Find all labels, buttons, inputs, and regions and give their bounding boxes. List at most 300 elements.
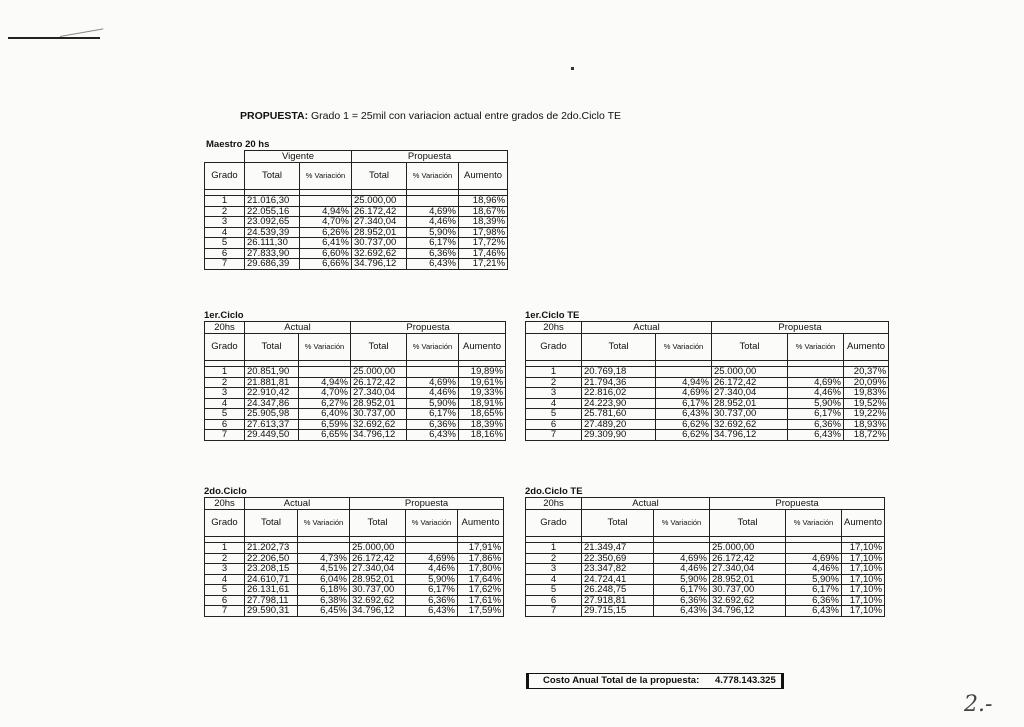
table-cell: 25.000,00 [712, 367, 788, 378]
table-cell: 19,22% [844, 409, 889, 420]
table-cell: 28.952,01 [350, 574, 406, 585]
table-cell: 2 [526, 553, 582, 564]
subheader-cell: 20hs [205, 322, 245, 334]
table-cell: 24.347,86 [245, 398, 299, 409]
subheader-cell: 20hs [205, 498, 245, 510]
table-cell: 17,61% [458, 595, 504, 606]
table-row [205, 227, 508, 238]
table-cell: 30.737,00 [350, 585, 406, 596]
table-row [205, 398, 506, 409]
table-cell: 6,36% [406, 595, 458, 606]
table-cell: 6,17% [654, 585, 710, 596]
table-cell: 6,43% [786, 606, 842, 617]
table-cell: 6 [205, 595, 245, 606]
table-cell: 6,43% [407, 430, 459, 441]
table-cell: 20.769,18 [582, 367, 656, 378]
column-header: Aumento [842, 510, 885, 537]
column-header-row [526, 510, 885, 537]
table-cell: 18,91% [459, 398, 506, 409]
table-cell: 2 [205, 553, 245, 564]
table-cell: 17,72% [459, 238, 508, 249]
table-cell: 19,52% [844, 398, 889, 409]
table-row [526, 367, 889, 378]
table-row [205, 248, 508, 259]
table-cell: 18,72% [844, 430, 889, 441]
subheader-cell [205, 151, 245, 163]
table-cell: 25.000,00 [352, 196, 407, 207]
table-cell: 4 [205, 398, 245, 409]
table-cell: 6,43% [788, 430, 844, 441]
column-header: Total [351, 334, 407, 361]
table-row [526, 388, 889, 399]
table-cell: 26.172,42 [352, 206, 407, 217]
table-cell: 4,51% [298, 564, 350, 575]
table-cell: 23.347,82 [582, 564, 654, 575]
table-cell: 26.172,42 [710, 553, 786, 564]
column-header: Aumento [459, 163, 508, 190]
handwritten-page-number: 2.- [964, 692, 993, 717]
group-current-header: Actual [582, 498, 710, 510]
table-cell: 27.340,04 [351, 388, 407, 399]
table-row [526, 377, 889, 388]
table-cell: 25.905,98 [245, 409, 299, 420]
table-cell: 21.016,30 [245, 196, 300, 207]
group-header-row [205, 498, 504, 510]
table-row [526, 595, 885, 606]
scan-dot-mark [571, 67, 574, 70]
table-cell: 32.692,62 [350, 595, 406, 606]
group-current-header: Actual [245, 322, 351, 334]
table-cell: 6,17% [406, 585, 458, 596]
table-cell: 26.131,61 [245, 585, 298, 596]
table-cell: 4,73% [298, 553, 350, 564]
table-row [205, 585, 504, 596]
table-cell: 27.833,90 [245, 248, 300, 259]
table-cell [299, 367, 351, 378]
table-cell [656, 367, 712, 378]
table-cell: 28.952,01 [712, 398, 788, 409]
table-cell: 6,18% [298, 585, 350, 596]
column-header: Total [582, 510, 654, 537]
table-cell: 27.340,04 [710, 564, 786, 575]
group-proposal-header: Propuesta [351, 322, 506, 334]
group-header-row [526, 498, 885, 510]
table-cell: 28.952,01 [351, 398, 407, 409]
table-cell: 28.952,01 [710, 574, 786, 585]
ciclo1te-label: 1er.Ciclo TE [525, 310, 580, 321]
table-cell: 6,62% [656, 419, 712, 430]
table-cell: 18,65% [459, 409, 506, 420]
table-cell: 1 [205, 367, 245, 378]
table-row [205, 595, 504, 606]
table-cell: 5,90% [407, 398, 459, 409]
group-header-row [205, 322, 506, 334]
column-header: % Variación [407, 163, 459, 190]
table-row [205, 419, 506, 430]
table-cell: 1 [526, 543, 582, 554]
column-header: Grado [526, 510, 582, 537]
column-header: % Variación [788, 334, 844, 361]
table-cell: 6,17% [407, 238, 459, 249]
table-cell: 6,27% [299, 398, 351, 409]
table-cell: 4,46% [786, 564, 842, 575]
table-cell: 17,59% [458, 606, 504, 617]
column-header: Grado [526, 334, 582, 361]
table-cell: 23.092,65 [245, 217, 300, 228]
table-cell: 27.918,81 [582, 595, 654, 606]
table-cell: 17,10% [842, 595, 885, 606]
column-header: Total [712, 334, 788, 361]
table-cell: 2 [205, 206, 245, 217]
table-cell: 21.881,81 [245, 377, 299, 388]
column-header: % Variación [786, 510, 842, 537]
table-cell: 1 [205, 196, 245, 207]
table-cell: 29.590,31 [245, 606, 298, 617]
column-header: % Variación [300, 163, 352, 190]
table-cell: 25.781,60 [582, 409, 656, 420]
table-row [205, 543, 504, 554]
table-cell: 29.715,15 [582, 606, 654, 617]
table-cell: 6,36% [788, 419, 844, 430]
table-cell [786, 543, 842, 554]
column-header-row [205, 510, 504, 537]
table-cell: 25.000,00 [350, 543, 406, 554]
table-cell: 3 [205, 564, 245, 575]
table-cell: 18,67% [459, 206, 508, 217]
table-row [526, 419, 889, 430]
table-cell: 6,65% [299, 430, 351, 441]
table-cell: 6,17% [656, 398, 712, 409]
table-cell: 6,17% [786, 585, 842, 596]
table-row [205, 206, 508, 217]
table-cell: 6,04% [298, 574, 350, 585]
subheader-cell: 20hs [526, 322, 582, 334]
table-cell: 6,43% [654, 606, 710, 617]
costo-value: 4.778.143.325 [715, 675, 776, 686]
table-cell: 6,36% [407, 419, 459, 430]
ciclo1te-table [525, 321, 889, 441]
table-cell: 30.737,00 [712, 409, 788, 420]
group-current-header: Actual [245, 498, 350, 510]
table-cell: 5,90% [407, 227, 459, 238]
table-row [205, 409, 506, 420]
table-cell: 20.851,90 [245, 367, 299, 378]
table-cell: 6,62% [656, 430, 712, 441]
table-cell: 34.796,12 [351, 430, 407, 441]
table-cell: 6,41% [300, 238, 352, 249]
column-header: Aumento [459, 334, 506, 361]
table-cell: 5 [205, 409, 245, 420]
column-header: Grado [205, 334, 245, 361]
ciclo2te-table [525, 497, 885, 617]
column-header-row [526, 334, 889, 361]
column-header-row [205, 334, 506, 361]
column-header: Total [245, 334, 299, 361]
table-cell: 34.796,12 [712, 430, 788, 441]
table-cell: 7 [526, 606, 582, 617]
table-cell: 17,64% [458, 574, 504, 585]
column-header: Total [582, 334, 656, 361]
table-cell: 6,59% [299, 419, 351, 430]
table-cell: 18,96% [459, 196, 508, 207]
table-cell: 22.055,16 [245, 206, 300, 217]
table-cell: 4 [526, 574, 582, 585]
table-cell: 3 [205, 217, 245, 228]
table-cell: 4,69% [786, 553, 842, 564]
table-cell: 17,10% [842, 606, 885, 617]
table-cell: 17,21% [459, 259, 508, 270]
table-cell: 4,69% [654, 553, 710, 564]
table-cell [788, 367, 844, 378]
column-header: Aumento [458, 510, 504, 537]
table-cell: 17,10% [842, 553, 885, 564]
table-cell: 6,36% [654, 595, 710, 606]
table-row [526, 553, 885, 564]
table-cell: 6,40% [299, 409, 351, 420]
group-header-row [205, 151, 508, 163]
table-cell: 7 [205, 430, 245, 441]
table-cell: 4,69% [407, 206, 459, 217]
table-row [205, 564, 504, 575]
table-cell: 1 [526, 367, 582, 378]
column-header: Grado [205, 510, 245, 537]
group-proposal-header: Propuesta [710, 498, 885, 510]
table-cell: 3 [205, 388, 245, 399]
table-cell: 28.952,01 [352, 227, 407, 238]
table-cell [654, 543, 710, 554]
table-cell: 24.539,39 [245, 227, 300, 238]
table-cell: 5,90% [788, 398, 844, 409]
table-cell: 29.686,39 [245, 259, 300, 270]
table-cell: 4 [205, 227, 245, 238]
table-cell: 27.340,04 [352, 217, 407, 228]
table-cell: 27.340,04 [712, 388, 788, 399]
table-cell: 20,37% [844, 367, 889, 378]
column-header-row [205, 163, 508, 190]
table-row [526, 430, 889, 441]
table-cell: 26.172,42 [712, 377, 788, 388]
column-header: Aumento [844, 334, 889, 361]
table-row [526, 585, 885, 596]
group-proposal-header: Propuesta [712, 322, 889, 334]
table-row [205, 238, 508, 249]
table-cell: 19,33% [459, 388, 506, 399]
table-cell: 4,46% [407, 217, 459, 228]
table-cell: 4,69% [788, 377, 844, 388]
table-cell: 32.692,62 [710, 595, 786, 606]
scan-line-mark [8, 37, 100, 39]
ciclo2-table [204, 497, 504, 617]
table-row [205, 388, 506, 399]
table-cell: 17,86% [458, 553, 504, 564]
table-cell: 5 [205, 238, 245, 249]
table-row [526, 543, 885, 554]
table-row [526, 398, 889, 409]
group-header-row [526, 322, 889, 334]
table-cell: 21.349,47 [582, 543, 654, 554]
table-cell: 26.172,42 [351, 377, 407, 388]
column-header: % Variación [656, 334, 712, 361]
table-row [205, 574, 504, 585]
table-cell: 2 [526, 377, 582, 388]
table-cell [407, 367, 459, 378]
table-cell: 5,90% [406, 574, 458, 585]
table-row [526, 606, 885, 617]
subheader-cell: 20hs [526, 498, 582, 510]
table-cell: 29.309,90 [582, 430, 656, 441]
table-cell: 1 [205, 543, 245, 554]
table-cell: 17,46% [459, 248, 508, 259]
table-cell: 25.000,00 [710, 543, 786, 554]
group-proposal-header: Propuesta [350, 498, 504, 510]
table-cell: 32.692,62 [352, 248, 407, 259]
group-proposal-header: Propuesta [352, 151, 508, 163]
table-cell: 22.816,02 [582, 388, 656, 399]
table-cell: 25.000,00 [351, 367, 407, 378]
table-row [205, 217, 508, 228]
table-cell: 6,17% [407, 409, 459, 420]
table-cell: 17,10% [842, 564, 885, 575]
table-cell: 6,36% [786, 595, 842, 606]
table-cell: 27.798,11 [245, 595, 298, 606]
page-title [240, 110, 621, 122]
table-cell: 18,93% [844, 419, 889, 430]
column-header: % Variación [298, 510, 350, 537]
table-cell: 4,46% [788, 388, 844, 399]
maestro-label: Maestro 20 hs [206, 139, 270, 150]
table-cell: 17,62% [458, 585, 504, 596]
costo-label: Costo Anual Total de la propuesta: [543, 675, 700, 686]
table-row [205, 606, 504, 617]
table-cell: 18,39% [459, 419, 506, 430]
table-cell: 18,16% [459, 430, 506, 441]
table-cell: 6 [205, 248, 245, 259]
table-cell: 2 [205, 377, 245, 388]
column-header: % Variación [407, 334, 459, 361]
table-cell: 7 [205, 259, 245, 270]
table-row [205, 196, 508, 207]
costo-anual-box [526, 673, 784, 689]
table-cell: 24.610,71 [245, 574, 298, 585]
scan-line-mark-faint [60, 28, 104, 37]
table-cell: 30.737,00 [710, 585, 786, 596]
table-cell: 19,83% [844, 388, 889, 399]
table-row [526, 409, 889, 420]
table-cell: 6,38% [298, 595, 350, 606]
table-cell: 6,36% [407, 248, 459, 259]
table-cell: 32.692,62 [712, 419, 788, 430]
ciclo2-label: 2do.Ciclo [204, 486, 247, 497]
table-cell: 4,69% [406, 553, 458, 564]
table-cell: 34.796,12 [352, 259, 407, 270]
table-cell: 24.724,41 [582, 574, 654, 585]
table-cell: 19,89% [459, 367, 506, 378]
group-current-header: Actual [582, 322, 712, 334]
table-cell: 26.111,30 [245, 238, 300, 249]
ciclo1-table [204, 321, 506, 441]
column-header: % Variación [654, 510, 710, 537]
table-cell: 5,90% [786, 574, 842, 585]
table-cell: 20,09% [844, 377, 889, 388]
table-cell: 32.692,62 [351, 419, 407, 430]
table-cell: 21.794,36 [582, 377, 656, 388]
table-row [205, 259, 508, 270]
table-cell: 6,43% [406, 606, 458, 617]
table-cell: 4,46% [407, 388, 459, 399]
title-prefix: PROPUESTA: [240, 110, 309, 122]
table-cell: 3 [526, 564, 582, 575]
column-header: % Variación [406, 510, 458, 537]
table-cell: 6,45% [298, 606, 350, 617]
table-cell: 22.350,69 [582, 553, 654, 564]
table-cell: 4,46% [406, 564, 458, 575]
table-cell: 17,91% [458, 543, 504, 554]
table-cell: 4,69% [656, 388, 712, 399]
table-cell: 23.208,15 [245, 564, 298, 575]
table-cell: 27.489,20 [582, 419, 656, 430]
table-cell: 6,17% [788, 409, 844, 420]
table-cell: 21.202,73 [245, 543, 298, 554]
table-row [205, 367, 506, 378]
table-cell: 7 [205, 606, 245, 617]
column-header: Grado [205, 163, 245, 190]
table-cell: 6,26% [300, 227, 352, 238]
table-cell: 6 [526, 419, 582, 430]
table-cell: 26.248,75 [582, 585, 654, 596]
table-cell: 6,60% [300, 248, 352, 259]
table-cell: 4 [526, 398, 582, 409]
table-cell: 27.613,37 [245, 419, 299, 430]
table-cell: 30.737,00 [352, 238, 407, 249]
table-cell: 29.449,50 [245, 430, 299, 441]
table-cell: 5 [526, 585, 582, 596]
table-cell: 4,70% [299, 388, 351, 399]
column-header: Total [245, 163, 300, 190]
group-current-header: Vigente [245, 151, 352, 163]
table-cell: 4,94% [300, 206, 352, 217]
column-header: Total [245, 510, 298, 537]
table-cell: 4,94% [299, 377, 351, 388]
table-cell: 5,90% [654, 574, 710, 585]
table-cell: 34.796,12 [710, 606, 786, 617]
table-cell: 18,39% [459, 217, 508, 228]
table-row [526, 574, 885, 585]
table-cell: 7 [526, 430, 582, 441]
table-cell: 6,43% [656, 409, 712, 420]
table-cell: 4,70% [300, 217, 352, 228]
table-cell: 3 [526, 388, 582, 399]
column-header: Total [710, 510, 786, 537]
ciclo2te-label: 2do.Ciclo TE [525, 486, 583, 497]
table-cell: 4,69% [407, 377, 459, 388]
table-cell: 4 [205, 574, 245, 585]
table-cell: 4,94% [656, 377, 712, 388]
table-cell [298, 543, 350, 554]
table-row [205, 553, 504, 564]
table-cell: 5 [526, 409, 582, 420]
column-header: % Variación [299, 334, 351, 361]
column-header: Total [350, 510, 406, 537]
table-cell: 17,10% [842, 585, 885, 596]
table-cell: 34.796,12 [350, 606, 406, 617]
table-row [205, 430, 506, 441]
table-cell: 27.340,04 [350, 564, 406, 575]
maestro-table [204, 150, 508, 270]
table-cell: 5 [205, 585, 245, 596]
table-cell [406, 543, 458, 554]
table-cell: 22.206,50 [245, 553, 298, 564]
table-cell: 17,10% [842, 543, 885, 554]
